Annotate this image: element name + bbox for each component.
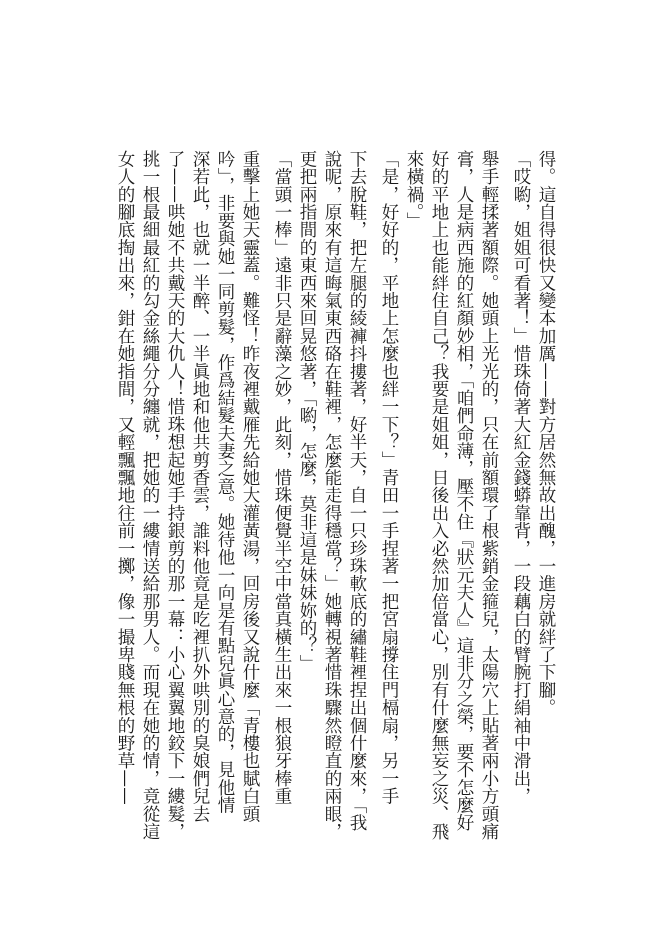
text-column: 下去脫鞋，把左腿的綾褲抖摟著，好半天，自一只珍珠軟底的繡鞋裡捏出個什麼來，「我 (347, 150, 367, 832)
text-column: 得。這自得很快又變本加厲——對方居然無故出醜，一進房就絆了下腳。 (536, 150, 556, 717)
text-column: 「哎喲，姐姐可看著！」惜珠倚著大紅金錢蟒靠背，一段藕白的臂腕打絹袖中滑出， (511, 150, 531, 805)
text-column: 舉手輕揉著額際。她頭上光光的，只在前額環了根紫銷金箍兒，太陽穴上貼著兩小方頭痛 (479, 150, 499, 841)
text-column: 重擊上她天靈蓋。難怪！昨夜裡戴雁先給她大灌黃湯，回房後又說什麼「青樓也賦白頭 (240, 150, 260, 823)
text-column: 挑一根最細最紅的勾金絲繩分分纏就，把她的一縷情送給那男人。而現在她的情，竟從這 (140, 150, 160, 841)
text-column: 膏，人是病西施的紅顏妙相，「咱們命薄，壓不住『狀元夫人』這非分之榮，要不怎麼好 (454, 150, 474, 832)
text-column: 「當頭一棒」遠非只是辭藻之妙，此刻，惜珠便覺半空中當真橫生出來一根狼牙棒重 (272, 150, 292, 805)
text-column: 深若此，也就一半醉、一半眞地和他共剪香雲，誰料他竟是吃裡扒外哄別的臭娘們兒去 (190, 150, 210, 823)
text-column: 好的平地上也能絆住自己？我要是姐姐，日後出入必然加倍當心，別有什麼無妄之災、飛 (429, 150, 449, 841)
text-column: 說呢，原來有這晦氣東西硌在鞋裡，怎麼能走得穩當？」她轉視著惜珠驟然瞪直的兩眼， (322, 150, 342, 841)
vertical-text-body (115, 150, 558, 841)
text-column: 了——哄她不共戴天的大仇人！惜珠想起她手持銀剪的那一幕：小心翼翼地鉸下一縷髮， (165, 150, 185, 841)
text-column: 女人的腳底掏出來，鉗在她指間，又輕飄飄地往前一擲，像一撮卑賤無根的野草—— (115, 150, 135, 805)
text-column: 更把兩指間的東西來回晃悠著，「喲，怎麼，莫非這是妹妹妳的？」 (297, 150, 317, 673)
text-column: 來橫禍。」 (404, 150, 424, 230)
text-column: 吟」，非要與她一同剪髮，作爲結髮夫妻之意。她待他一向是有點兒眞心意的，見他情 (215, 150, 235, 814)
text-column: 「是，好好的，平地上怎麼也絆一下？」青田一手捏著一把宮扇撐住門槅扇，另一手 (379, 150, 399, 805)
